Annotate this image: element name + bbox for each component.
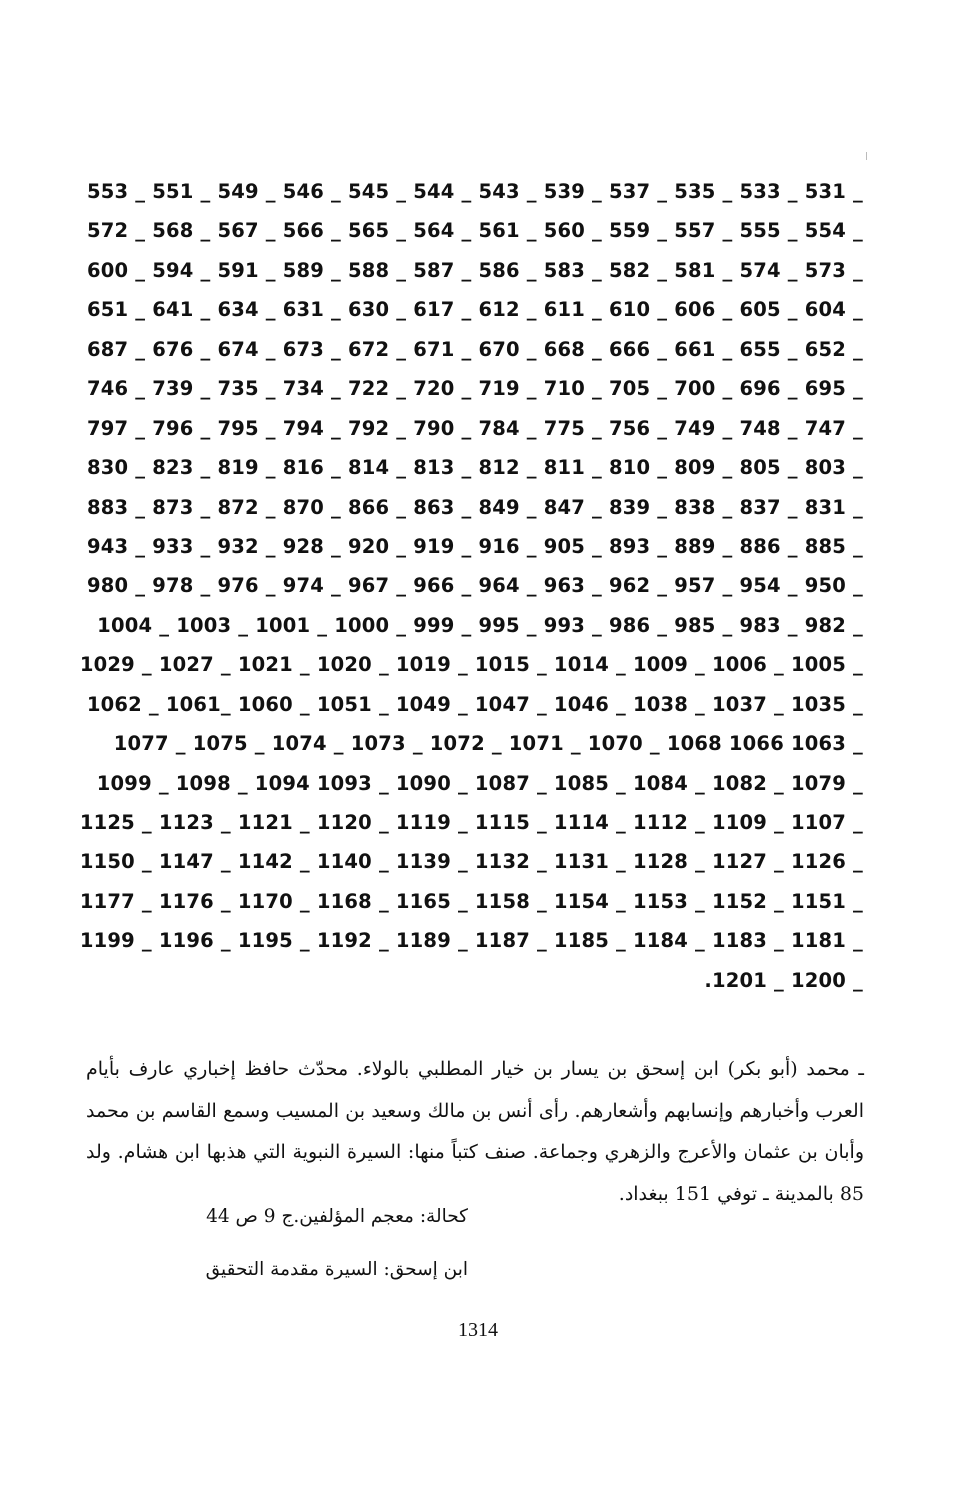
index-line: _ 695 _ 696 _ 700 _ 705 _ 710 _ 719 _ 720 _ 722 _ 734 _ 735 _ 739 _ 746	[86, 377, 863, 401]
index-line: _ 982 _ 983 _ 985 _ 986 _ 993 _ 995 _ 999 _ 1000 _ 1001 _ 1003 _ 1004	[97, 613, 863, 637]
index-line: _ 652 _ 655 _ 661 _ 666 _ 668 _ 670 _ 671 _ 672 _ 673 _ 674 _ 676 _ 687	[86, 337, 863, 361]
index-line: _ 1063 1066 1068 _ 1070 _ 1071 _ 1072 _ 1073 _ 1074 _ 1075 _ 1077	[113, 732, 863, 756]
index-line: _ 1200 _ 1201.	[704, 968, 863, 992]
index-line: _ 531 _ 533 _ 535 _ 537 _ 539 _ 543 _ 544 _ 545 _ 546 _ 549 _ 551 _ 553	[86, 180, 863, 203]
index-line: _ 1079 _ 1082 _ 1084 _ 1085 _ 1087 _ 1090 _ 1093 1094 _ 1098 _ 1099	[96, 771, 863, 795]
index-line: _ 573 _ 574 _ 581 _ 582 _ 583 _ 586 _ 587 _ 588 _ 589 _ 591 _ 594 _ 600	[86, 258, 863, 282]
index-line: _ 1181 _ 1183 _ 1184 _ 1185 _ 1187 _ 1189 _ 1192 _ 1195 _ 1196 _ 1199	[79, 929, 863, 953]
page-index-list	[79, 172, 863, 1000]
index-line: _ 1005 _ 1006 _ 1009 _ 1014 _ 1015 _ 1019 _ 1020 _ 1021 _ 1027 _ 1029	[79, 653, 863, 677]
biography-paragraph: ـ محمد (أبو بكر) ابن إسحق بن يسار بن خيار المطلبي بالولاء. محدّث حافظ إخباري عارف بأيام العرب وأخبارهم وإنسابهم وأشعارهم. رأى أنس بن مالك وسعيد بن المسيب وسمع القاسم بن محمد وأبان بن عثمان والأعرج والزهري وجماعة. صنف كتباً منها: السيرة النبوية التي هذبها ابن هشام. ولد 85 بالمدينة ـ توفي 151 ببغداد.	[86, 1058, 864, 1205]
index-line: _ 1126 _ 1127 _ 1128 _ 1131 _ 1132 _ 1139 _ 1140 _ 1142 _ 1147 _ 1150	[79, 850, 863, 874]
scan-speck	[866, 152, 867, 160]
index-line: _ 1151 _ 1152 _ 1153 _ 1154 _ 1158 _ 1165 _ 1168 _ 1170 _ 1176 _ 1177	[79, 889, 863, 913]
reference-line: كحالة: معجم المؤلفين.ج 9 ص 44	[206, 1206, 468, 1227]
reference-line: ابن إسحق: السيرة مقدمة التحقيق	[205, 1259, 468, 1280]
index-line: _ 1107 _ 1109 _ 1112 _ 1114 _ 1115 _ 1119 _ 1120 _ 1121 _ 1123 _ 1125	[79, 811, 863, 834]
index-line: _ 604 _ 605 _ 606 _ 610 _ 611 _ 612 _ 617 _ 630 _ 631 _ 634 _ 641 _ 651	[86, 298, 863, 322]
page-number: 1314	[458, 1319, 498, 1341]
index-line: _ 803 _ 805 _ 809 _ 810 _ 811 _ 812 _ 813 _ 814 _ 816 _ 819 _ 823 _ 830	[86, 456, 863, 480]
index-line: _ 1035 _ 1037 _ 1038 _ 1046 _ 1047 _ 1049 _ 1051 _ 1060 _1061 _ 1062	[86, 692, 863, 716]
index-line: _ 554 _ 555 _ 557 _ 559 _ 560 _ 561 _ 564 _ 565 _ 566 _ 567 _ 568 _ 572	[86, 219, 863, 243]
index-line: _ 950 _ 954 _ 957 _ 962 _ 963 _ 964 _ 966 _ 967 _ 974 _ 976 _ 978 _ 980	[86, 574, 863, 598]
index-line: _ 747 _ 748 _ 749 _ 756 _ 775 _ 784 _ 790 _ 792 _ 794 _ 795 _ 796 _ 797	[86, 416, 863, 440]
index-line: _ 831 _ 837 _ 838 _ 839 _ 847 _ 849 _ 863 _ 866 _ 870 _ 872 _ 873 _ 883	[86, 495, 863, 519]
index-line: _ 885 _ 886 _ 889 _ 893 _ 905 _ 916 _ 919 _ 920 _ 928 _ 932 _ 933 _ 943	[86, 534, 863, 558]
